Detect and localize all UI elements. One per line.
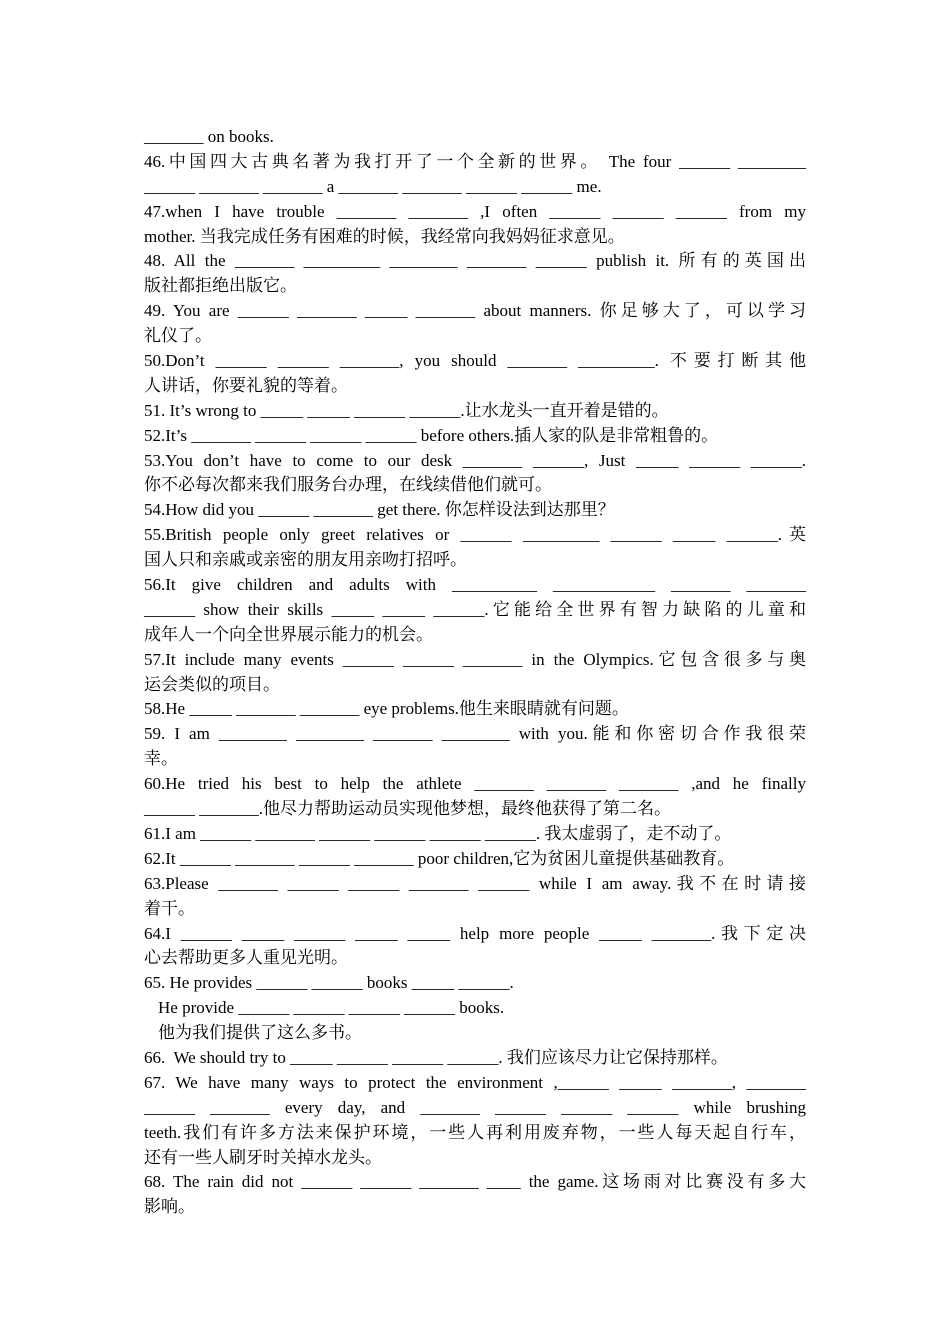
text-line: 51. It’s wrong to _____ _____ ______ ______.让水龙头一直开着是错的。 (144, 400, 669, 420)
text-line: ______ show their skills _____ _____ ______.它能给全世界有智力缺陷的儿童和 (144, 599, 806, 619)
text-line: 63.Please _______ ______ ______ _______ ______ while I am away.我不在时请接 (144, 873, 806, 893)
text-line: 运会类似的项目。 (144, 674, 280, 694)
text-line: 60.He tried his best to help the athlete _______ _______ _______ ,and he finally (144, 774, 806, 794)
text-line: 56.It give children and adults with __________ ____________ _______ _______ (144, 575, 806, 595)
text-line: 50.Don’t ______ ______ _______, you should _______ _________. 不要打断其他 (144, 351, 806, 371)
text-line: 国人只和亲戚或亲密的朋友用亲吻打招呼。 (144, 550, 467, 570)
text-line: 62.It ______ _______ ______ _______ poor children,它为贫困儿童提供基础教育。 (144, 848, 735, 868)
text-line: 心去帮助更多人重见光明。 (144, 948, 348, 968)
text-line: 55.British people only greet relatives or ______ _________ ______ _____ ______.英 (144, 525, 806, 545)
text-line: 53.You don’t have to come to our desk _______ ______, Just _____ ______ ______. (144, 450, 806, 470)
text-line: 着干。 (144, 898, 195, 918)
text-line: 66. We should try to _____ ______ ______ ______. 我们应该尽力让它保持那样。 (144, 1047, 728, 1067)
text-line: 61.I am ______ _______ ______ ______ ______ ______. 我太虚弱了，走不动了。 (144, 823, 732, 843)
text-line: 52.It’s _______ ______ ______ ______ before others.插人家的队是非常粗鲁的。 (144, 425, 719, 445)
text-line: _______ on books. (144, 127, 274, 146)
text-line: ______ _______ every day, and _______ ______ ______ ______ while brushing (144, 1097, 806, 1117)
document-page (144, 125, 806, 1220)
text-line: 67. We have many ways to protect the environment ,______ _____ _______, _______ (144, 1072, 806, 1092)
text-line: 你不必每次都来我们服务台办理，在线续借他们就可。 (144, 475, 552, 495)
text-line: 68. The rain did not ______ ______ _______ ____ the game.这场雨对比赛没有多大 (144, 1172, 806, 1192)
text-line: 54.How did you ______ _______ get there. 你怎样设法到达那里？ (144, 500, 615, 520)
text-line: mother. 当我完成任务有困难的时候，我经常向我妈妈征求意见。 (144, 226, 625, 246)
text-line: 影响。 (144, 1197, 195, 1217)
text-line: He provide ______ ______ ______ ______ books. (158, 998, 505, 1018)
text-line: 57.It include many events ______ ______ _______ in the Olympics.它包含很多与奥 (144, 649, 806, 669)
text-line: teeth.我们有许多方法来保护环境，一些人再利用废弃物，一些人每天起自行车， (144, 1122, 806, 1142)
text-line: 版社都拒绝出版它。 (144, 276, 297, 296)
text-line: ______ _______.他尽力帮助运动员实现他梦想，最终他获得了第二名。 (144, 799, 671, 819)
text-line: 64.I ______ _____ ______ _____ _____ help more people _____ _______.我下定决 (144, 923, 806, 943)
text-line: 幸。 (144, 749, 178, 769)
text-line: 成年人一个向全世界展示能力的机会。 (144, 624, 433, 644)
text-line: 还有一些人刷牙时关掉水龙头。 (144, 1147, 382, 1167)
text-line: 65. He provides ______ ______ books _____ ______. (144, 973, 514, 993)
text-line: 46.中国四大古典名著为我打开了一个全新的世界。 The four ______ ________ (144, 151, 806, 171)
text-line: 礼仪了。 (144, 326, 212, 346)
text-line: 人讲话，你要礼貌的等着。 (144, 375, 348, 395)
text-line: 58.He _____ _______ _______ eye problems.他生来眼睛就有问题。 (144, 699, 629, 719)
text-line: 59. I am ________ ________ _______ ________ with you.能和你密切合作我很荣 (144, 724, 806, 744)
text-line: 他为我们提供了这么多书。 (158, 1023, 362, 1043)
text-line: 49. You are ______ _______ _____ _______ about manners. 你足够大了，可以学习 (144, 301, 806, 321)
text-line: ______ _______ _______ a _______ _______ ______ ______ me. (144, 176, 602, 196)
text-line: 47.when I have trouble _______ _______ ,I often ______ ______ ______ from my (144, 201, 806, 221)
text-line: 48. All the _______ _________ ________ _______ ______ publish it. 所有的英国出 (144, 251, 806, 271)
